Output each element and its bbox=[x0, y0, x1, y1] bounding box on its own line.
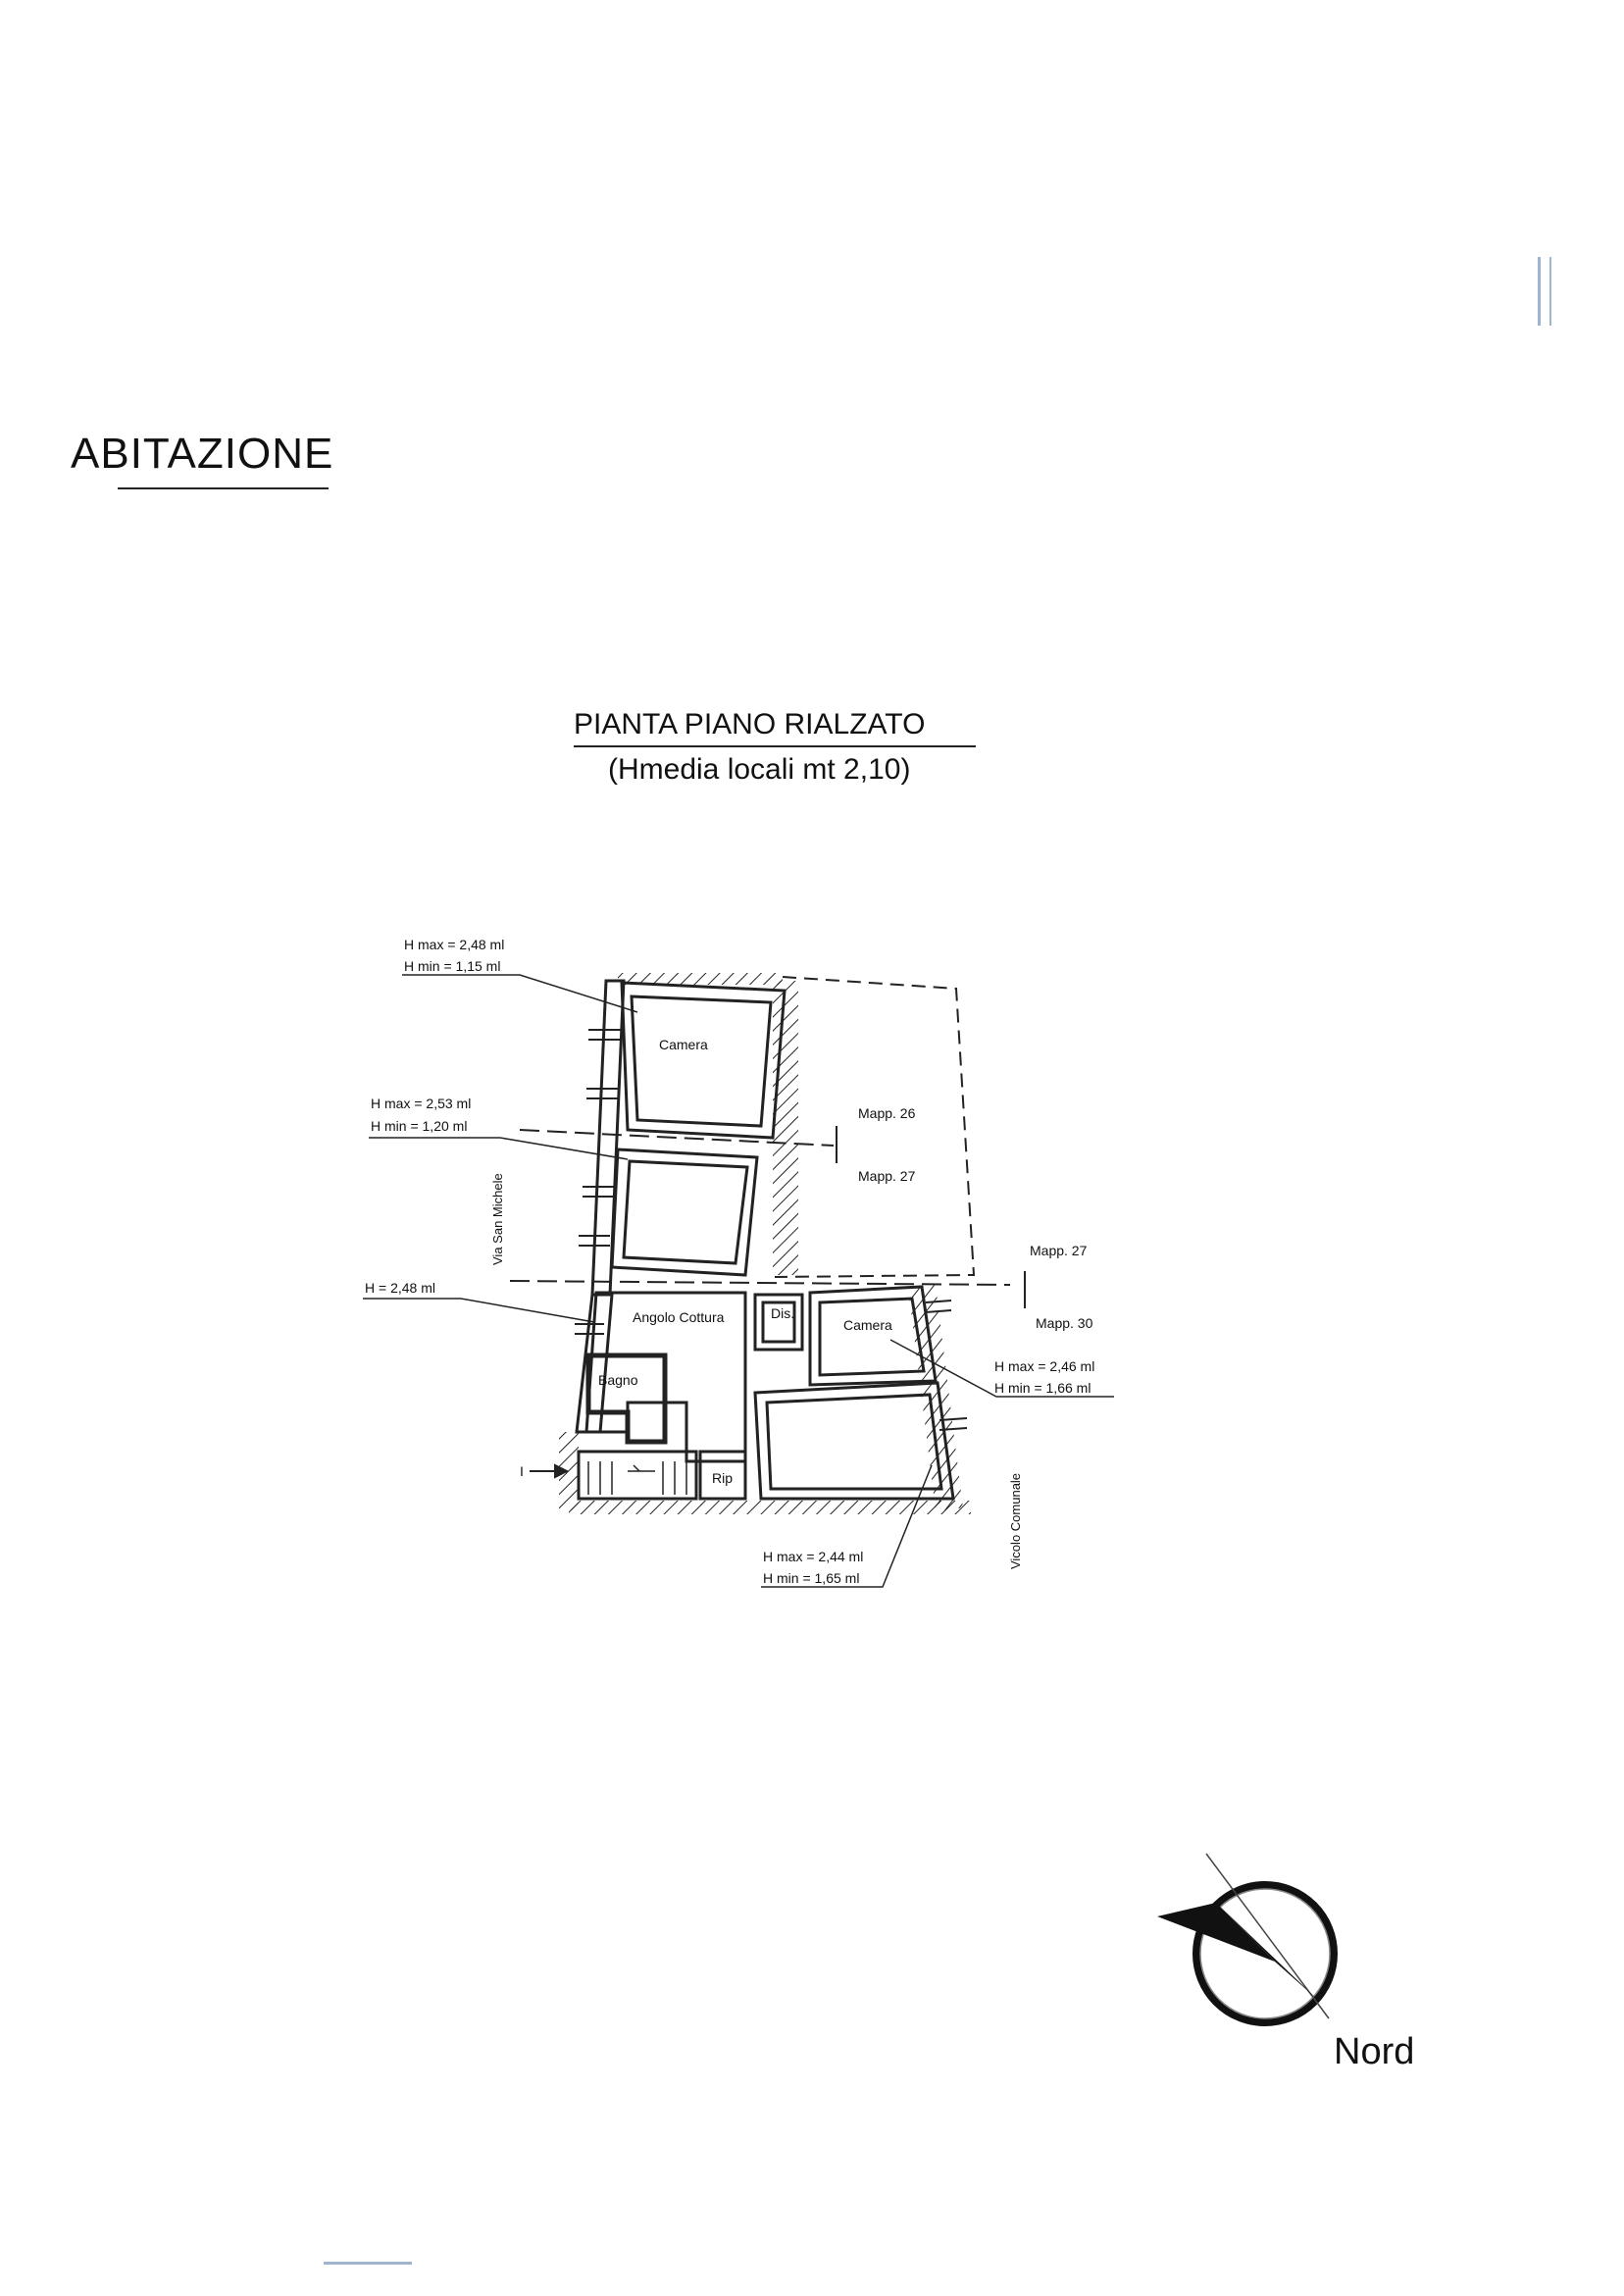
parcel-label-mapp27-a: Mapp. 27 bbox=[858, 1168, 916, 1184]
parcel-label-mapp30: Mapp. 30 bbox=[1036, 1315, 1093, 1331]
parcel-boundary bbox=[775, 977, 974, 1277]
entrance-label: I bbox=[520, 1463, 524, 1479]
street-label-via-san-michele: Via San Michele bbox=[490, 1173, 505, 1265]
compass-label: Nord bbox=[1334, 2031, 1415, 2072]
page-title: ABITAZIONE bbox=[71, 430, 334, 478]
hatched-wall-bottom bbox=[569, 1501, 971, 1514]
height-note-bottom-max: H max = 2,44 ml bbox=[763, 1549, 864, 1564]
parcel-label-mapp27-b: Mapp. 27 bbox=[1030, 1243, 1088, 1258]
stairs bbox=[588, 1461, 686, 1495]
street-label-vicolo-comunale: Vicolo Comunale bbox=[1008, 1472, 1023, 1569]
section-arrows bbox=[837, 1126, 1025, 1308]
room-label-angolo-cottura: Angolo Cottura bbox=[633, 1309, 725, 1325]
parcel-label-mapp26: Mapp. 26 bbox=[858, 1105, 916, 1121]
plan-subtitle: (Hmedia locali mt 2,10) bbox=[608, 753, 911, 786]
room-label-dis: Dis. bbox=[771, 1305, 795, 1321]
height-note-camera-min: H min = 1,15 ml bbox=[404, 958, 501, 974]
building-walls bbox=[577, 981, 953, 1499]
leader-lines bbox=[363, 975, 1114, 1587]
height-note-room2-min: H min = 1,20 ml bbox=[371, 1118, 468, 1134]
room-label-camera-top: Camera bbox=[659, 1037, 708, 1052]
section-lines bbox=[510, 1130, 1010, 1285]
height-note-camera-right-max: H max = 2,46 ml bbox=[994, 1358, 1095, 1374]
room-label-bagno: Bagno bbox=[598, 1372, 638, 1388]
height-note-bottom-min: H min = 1,65 ml bbox=[763, 1570, 860, 1586]
height-note-cucina: H = 2,48 ml bbox=[365, 1280, 435, 1296]
height-note-camera-max: H max = 2,48 ml bbox=[404, 937, 505, 952]
north-compass bbox=[1157, 1854, 1414, 2072]
height-note-camera-right-min: H min = 1,66 ml bbox=[994, 1380, 1091, 1396]
room-label-rip: Rip bbox=[712, 1470, 734, 1486]
windows bbox=[575, 1030, 967, 1430]
room-label-camera-right: Camera bbox=[843, 1317, 892, 1333]
height-note-room2-max: H max = 2,53 ml bbox=[371, 1096, 472, 1111]
hatched-wall-center bbox=[773, 981, 798, 1275]
plan-title: PIANTA PIANO RIALZATO bbox=[574, 708, 926, 740]
